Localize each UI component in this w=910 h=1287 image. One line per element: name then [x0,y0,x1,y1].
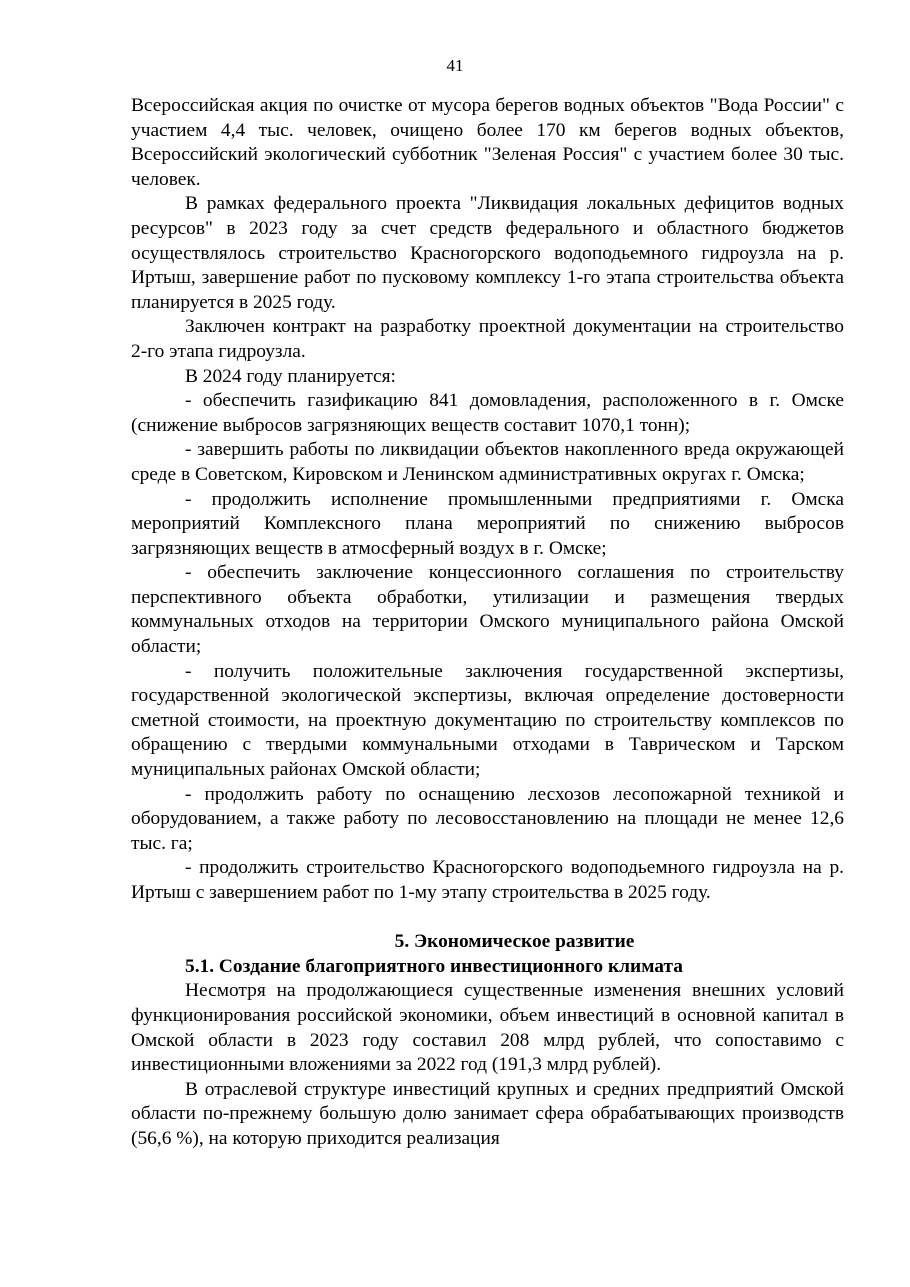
paragraph: В отраслевой структуре инвестиций крупных и средних предприятий Омской области по-прежнему большую долю занимает сфера обрабатывающих производств (56,6 %), на которую приходится реализация [131,1078,844,1149]
document-body [131,94,844,1152]
paragraph: В рамках федерального проекта "Ликвидация локальных дефицитов водных ресурсов" в 2023 году за счет средств федерального и областного бюджетов осуществлялось строительство Красногорского водоподьемного гидроузла на р. Иртыш, завершение работ по пусковому комплексу 1-го этапа строительства объекта планируется в 2025 году. [131,193,844,313]
paragraph: Всероссийская акция по очистке от мусора берегов водных объектов "Вода России" с участием 4,4 тыс. человек, очищено более 170 км берегов водных объектов, Всероссийский экологический субботник "Зеленая Россия" с участием более 30 тыс. человек. [131,95,844,190]
paragraph: - продолжить исполнение промышленными предприятиями г. Омска мероприятий Комплексного плана мероприятий по снижению выбросов загрязняющих веществ в атмосферный воздух в г. Омске; [131,488,844,559]
paragraph: Заключен контракт на разработку проектной документации на строительство 2-го этапа гидроузла. [131,316,844,362]
paragraph: В 2024 году планируется: [185,365,396,387]
subsection-heading: 5.1. Создание благоприятного инвестиционного климата [185,955,683,977]
paragraph: - продолжить работу по оснащению лесхозов лесопожарной техникой и оборудованием, а также работу по лесовосстановлению на площади не менее 12,6 тыс. га; [131,783,844,854]
paragraph: - завершить работы по ликвидации объектов накопленного вреда окружающей среде в Советском, Кировском и Ленинском административных округах г. Омска; [131,439,844,485]
paragraphs-top [131,94,844,906]
paragraphs-bottom [131,979,844,1151]
paragraph: Несмотря на продолжающиеся существенные изменения внешних условий функционирования российской экономики, объем инвестиций в основной капитал в Омской области в 2023 году составил 208 млрд рублей, что сопоставимо с инвестиционными вложениями за 2022 год (191,3 млрд рублей). [131,980,844,1076]
paragraph: - обеспечить газификацию 841 домовладения, расположенного в г. Омске (снижение выбросов загрязняющих веществ составит 1070,1 тонн); [131,390,844,436]
paragraph: - продолжить строительство Красногорского водоподьемного гидроузла на р. Иртыш с завершением работ по 1-му этапу строительства в 2025 году. [131,857,844,903]
paragraph: - получить положительные заключения государственной экспертизы, государственной экологической экспертизы, включая определение достоверности сметной стоимости, на проектную документацию по строительству комплексов по обращению с твердыми коммунальными отходами в Таврическом и Тарском муниципальных районах Омской области; [131,660,844,781]
page-number: 41 [446,56,464,75]
paragraph: - обеспечить заключение концессионного соглашения по строительству перспективного объекта обработки, утилизации и размещения твердых коммунальных отходов на территории Омского муниципального района Омской области; [131,562,844,658]
section-heading: 5. Экономическое развитие [394,931,635,953]
